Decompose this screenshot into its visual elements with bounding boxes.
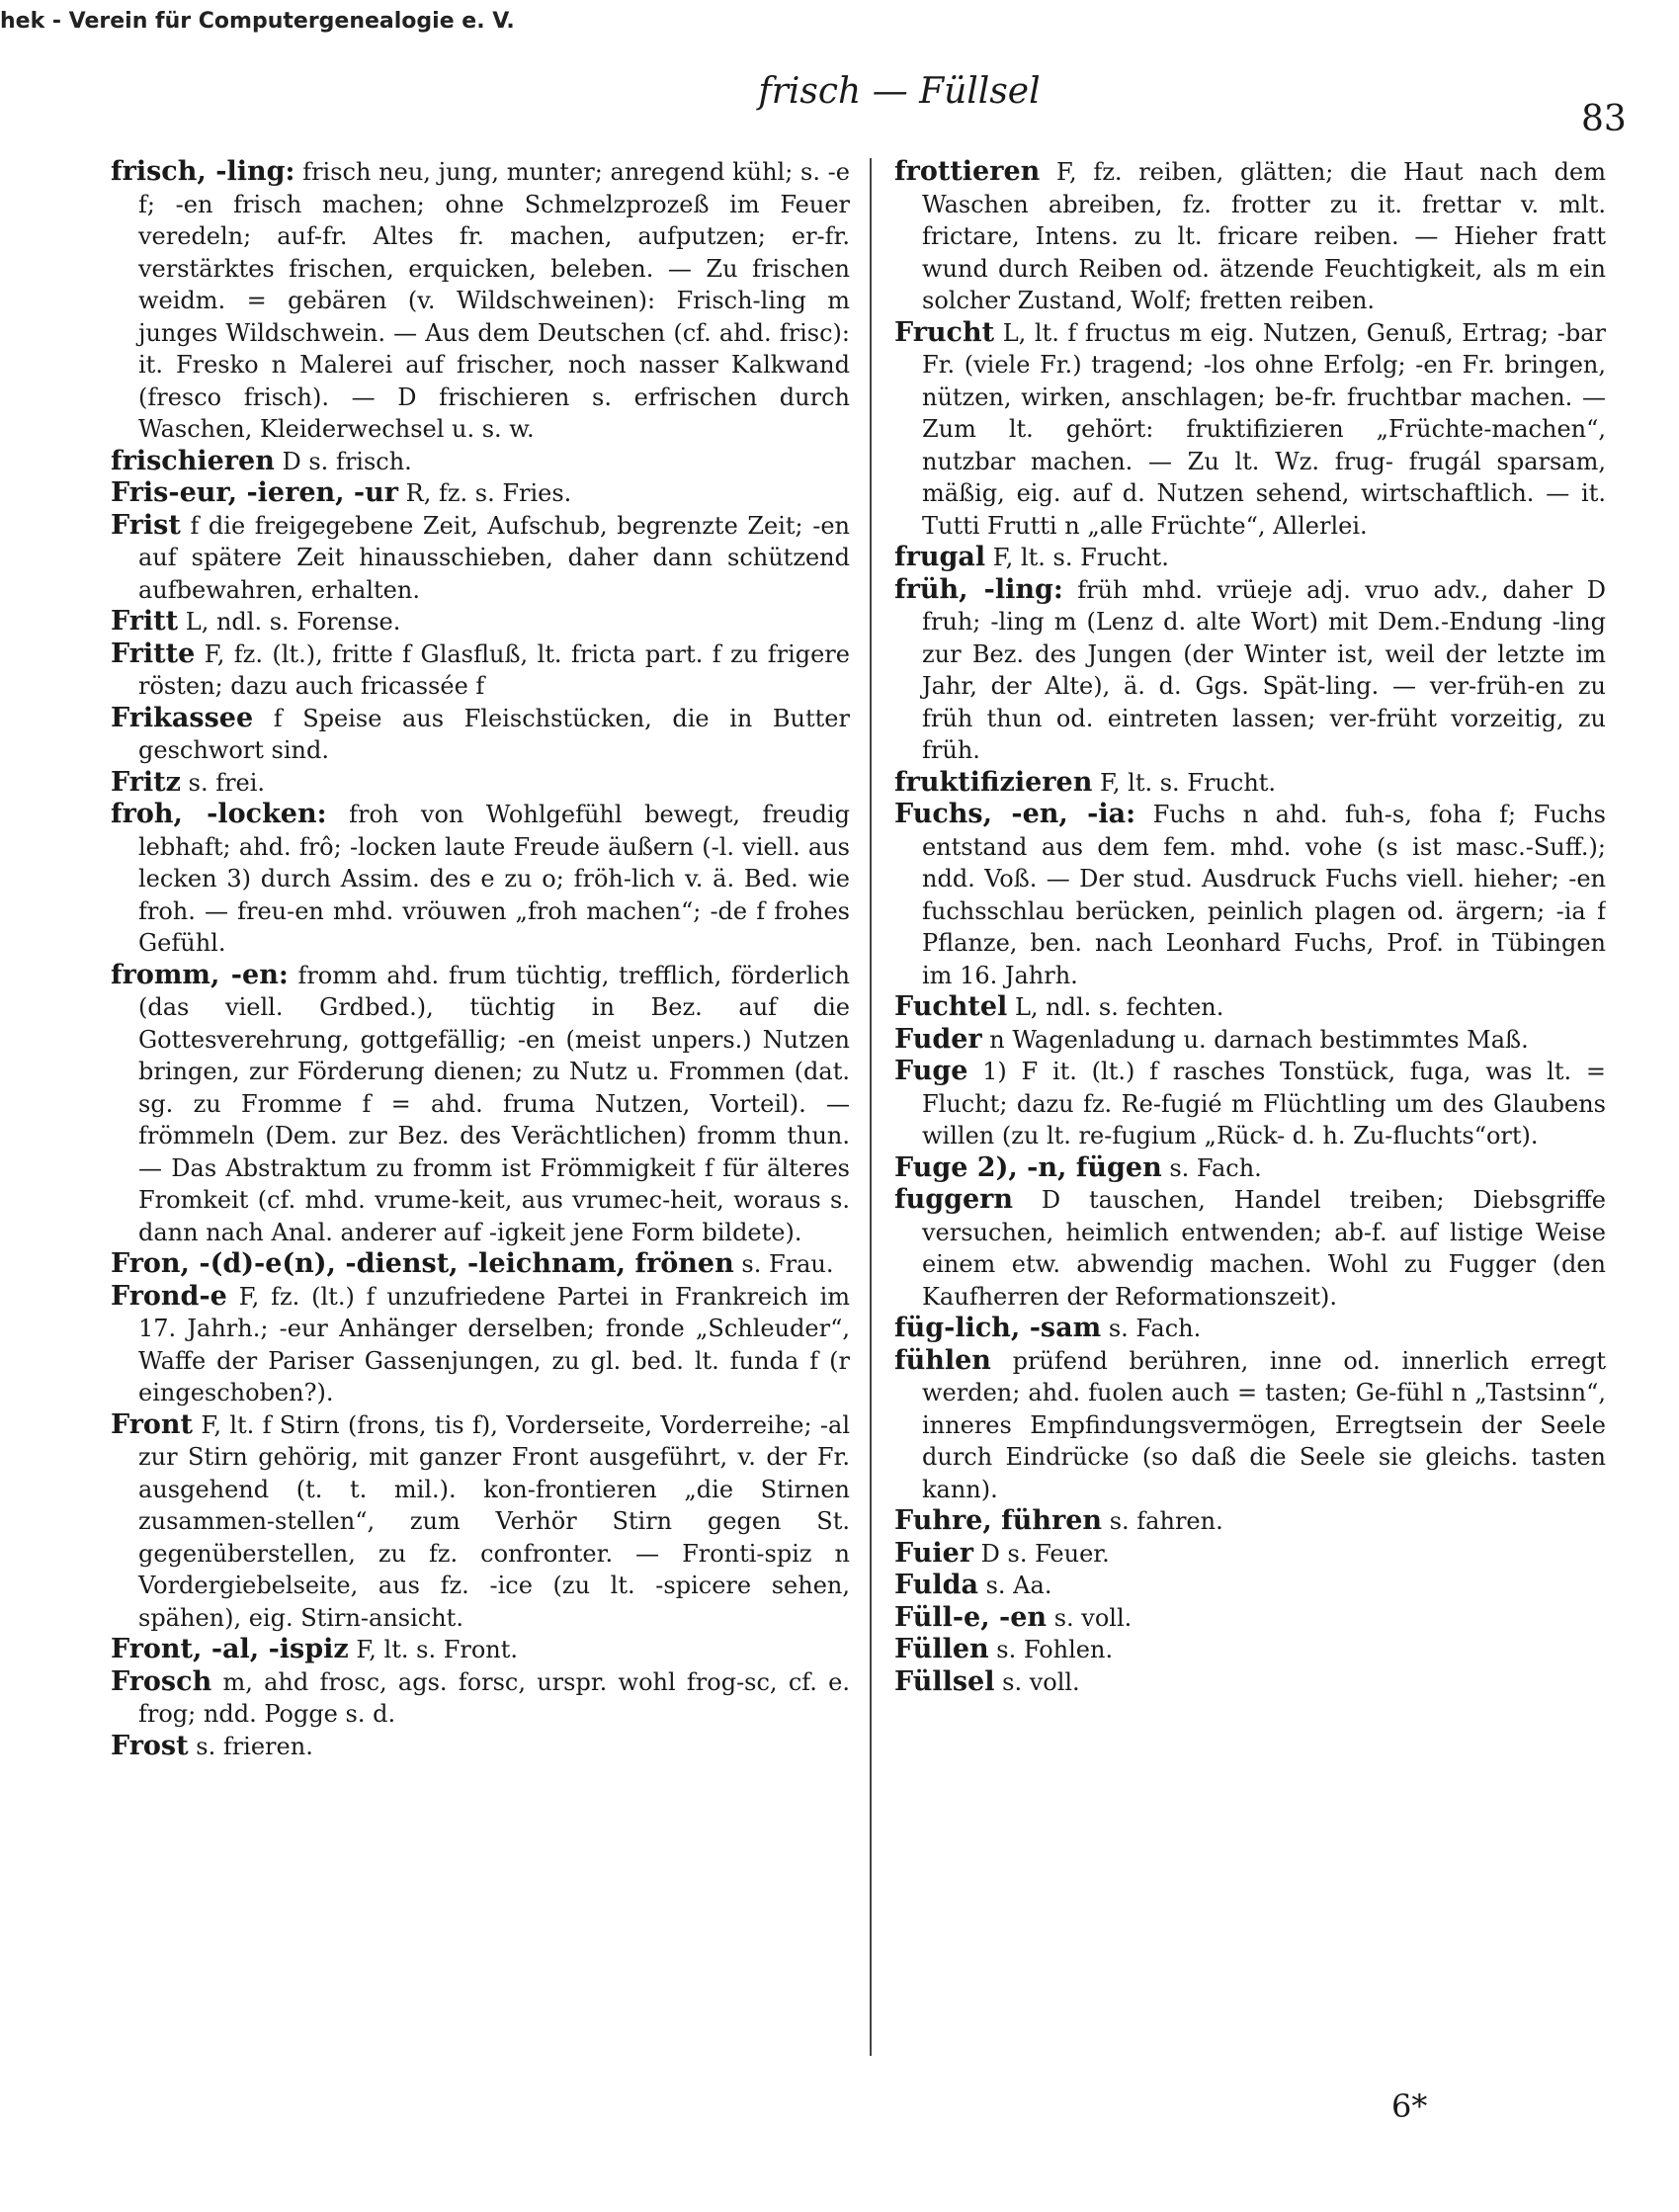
entry-text: Fuchs n ahd. fuh-s, foha f; Fuchs entstand aus dem fem. mhd. vohe (s ist masc.-Suff.); ndd. Voß. — Der stud. Ausdruck Fuchs viell. hieher; -en fuchsschlau berücken, peinlich plagen od. ärgern; -ia f Pflanze, ben. nach Leonhard Fuchs, Prof. in Tübingen im 16. Jahrh. [922, 801, 1606, 989]
page-title: frisch — Füllsel [758, 71, 1041, 112]
entry-text: L, ndl. s. fechten. [1014, 993, 1224, 1021]
headword: Fulda [894, 1570, 978, 1600]
entry-text: s. Frau. [741, 1250, 834, 1278]
headword: Front, -al, -ispiz [111, 1634, 349, 1664]
dictionary-entry [111, 638, 850, 703]
right-column [894, 156, 1606, 2064]
dictionary-entry [894, 767, 1606, 800]
headword: Frost [111, 1730, 189, 1761]
entry-text: s. fahren. [1109, 1507, 1223, 1535]
dictionary-entry [894, 1056, 1606, 1152]
entry-text: froh von Wohlgefühl bewegt, freudig lebhaft; ahd. frô; -locken laute Freude äußern (-l. viell. aus lecken 3) durch Assim. des e zu o; fröh-lich v. ä. Bed. wie froh. — freu-en mhd. vröuwen „froh machen“; -de f frohes Gefühl. [138, 801, 850, 957]
headword: Füllen [894, 1634, 989, 1664]
entry-text: s. Fach. [1108, 1315, 1202, 1342]
dictionary-entry [111, 1731, 850, 1763]
headword: Frond-e [111, 1280, 227, 1312]
headword: Fritte [111, 638, 196, 669]
headword: Fuge 2), -n, fügen [894, 1151, 1162, 1183]
entry-text: F, lt. f Stirn (frons, tis f), Vorderseite, Vorderreihe; -al zur Stirn gehörig, mit ganzer Front ausgeführt, v. der Fr. ausgehend (t. t. mil.). kon-frontieren „die Stirnen zusammen-stellen“, zum Verhör Stirn gegen St. gegenüberstellen, zu fz. confronter. — Fronti-spiz n Vordergiebelseite, aus fz. -ice (zu lt. -spicere sehen, spähen), eig. Stirn-ansicht. [138, 1410, 850, 1632]
headword: Fritt [111, 606, 179, 637]
entry-text: s. Aa. [985, 1572, 1052, 1599]
headword: Fuhre, führen [894, 1505, 1103, 1536]
headword: Fritz [111, 766, 181, 798]
headword: fuggern [894, 1184, 1014, 1215]
headword: fruktifizieren [894, 766, 1093, 798]
dictionary-entry [111, 446, 850, 478]
entry-text: 1) F it. (lt.) f rasches Tonstück, fuga, was lt. = Flucht; dazu fz. Re-fugié m Flüchtling um des Glaubens willen (zu lt. re-fugium „Rück- d. h. Zu-fluchts“ort). [922, 1058, 1606, 1149]
entry-text: F, fz. (lt.) f unzufriedene Partei in Frankreich im 17. Jahrh.; -eur Anhänger derselben; fronde „Schleuder“, Waffe der Pariser Gassenjungen, zu gl. bed. lt. funda f (r eingeschoben?). [138, 1282, 850, 1406]
headword: Frosch [111, 1665, 212, 1697]
dictionary-entry [894, 1313, 1606, 1345]
dictionary-entry [111, 960, 850, 1249]
signature-mark: 6* [1391, 2087, 1428, 2125]
entry-text: s. voll. [1053, 1603, 1133, 1632]
headword: Fuge [894, 1056, 968, 1086]
dictionary-entry [111, 767, 850, 800]
headword: Frikassee [111, 702, 254, 733]
dictionary-entry [894, 1184, 1606, 1313]
entry-text: s. frei. [188, 768, 266, 797]
entry-text: s. frieren. [196, 1732, 313, 1760]
headword: fühlen [894, 1344, 991, 1376]
headword: frugal [894, 542, 986, 572]
entry-text: frisch neu, jung, munter; anregend kühl; s. -e f; -en frisch machen; ohne Schmelzprozeß im Feuer veredeln; auf-fr. Altes fr. machen, aufputzen; er-fr. verstärktes frischen, erquicken, beleben. — Zu frischen weidm. = gebären (v. Wildschweinen): Frisch-ling m junges Wildschwein. — Aus dem Deutschen (cf. ahd. frisc): it. Fresko n Malerei auf frischer, noch nasser Kalkwand (fresco frisch). — D frischieren s. erfrischen durch Waschen, Kleiderwechsel u. s. w. [138, 158, 850, 443]
dictionary-entry [111, 799, 850, 960]
dictionary-entry [111, 703, 850, 767]
entry-text: D tauschen, Handel treiben; Diebsgriffe versuchen, heimlich entwenden; ab-f. auf listige Weise einem etw. abwendig machen. Wohl zu Fugger (den Kaufherren der Reformationszeit). [922, 1186, 1606, 1311]
entry-text: n Wagenladung u. darnach bestimmtes Maß. [989, 1025, 1529, 1054]
entry-text: s. Fohlen. [996, 1636, 1114, 1663]
entry-text: D s. frisch. [282, 447, 412, 475]
dictionary-entry [894, 1538, 1606, 1571]
headword: Front [111, 1408, 194, 1440]
dictionary-entry [111, 1281, 850, 1409]
headword: füg-lich, -sam [894, 1313, 1102, 1343]
dictionary-entry [894, 1505, 1606, 1538]
entry-text: s. voll. [1002, 1667, 1080, 1696]
entry-text: fromm ahd. frum tüchtig, trefflich, förderlich (das viell. Grdbed.), tüchtig in Bez. auf die Gottesverehrung, gottgefällig; -en (meist unpers.) Nutzen bringen, zur Förderung dienen; zu Nutz u. Frommen (dat. sg. zu Fromme f = ahd. fruma Nutzen, Vorteil). — frömmeln (Dem. zur Bez. des Verächtlichen) fromm thun. — Das Abstraktum zu fromm ist Frömmigkeit f für älteres Fromkeit (cf. mhd. vrume-keit, aus vrumec-heit, woraus s. dann nach Anal. anderer auf -igkeit jene Form bildete). [138, 961, 850, 1246]
headword: frottieren [894, 156, 1041, 187]
entry-text: m, ahd frosc, ags. forsc, urspr. wohl frog-sc, cf. e. frog; ndd. Pogge s. d. [138, 1667, 850, 1728]
dictionary-entry [894, 799, 1606, 991]
entry-text: L, ndl. s. Forense. [185, 608, 401, 636]
dictionary-entry [894, 1152, 1606, 1185]
entry-text: L, lt. f fructus m eig. Nutzen, Genuß, Ertrag; -bar Fr. (viele Fr.) tragend; -los ohne Erfolg; -en Fr. bringen, nützen, wirken, anschlagen; be-fr. fruchtbar machen. — Zum lt. gehört: fruktifizieren „Früchte-machen“, nutzbar machen. — Zu lt. Wz. frug- frugál sparsam, mäßig, eig. auf d. Nutzen sehend, wirtschaftlich. — it. Tutti Frutti n „alle Früchte“, Allerlei. [922, 318, 1606, 540]
dictionary-entry [894, 1602, 1606, 1635]
entry-text: f die freigegebene Zeit, Aufschub, begrenzte Zeit; -en auf spätere Zeit hinausschieben, daher dann schützend aufbewahren, erhalten. [138, 511, 850, 604]
headword: früh, -ling: [894, 573, 1063, 605]
column-divider [870, 158, 872, 2056]
entry-text: F, fz. (lt.), fritte f Glasfluß, lt. fricta part. f zu frigere rösten; dazu auch fricassée f [138, 639, 850, 700]
dictionary-entry [111, 1409, 850, 1635]
headword: Füllsel [894, 1665, 995, 1697]
entry-text: s. Fach. [1169, 1153, 1262, 1182]
headword: frisch, -ling: [111, 156, 295, 187]
dictionary-entry [894, 1666, 1606, 1699]
dictionary-entry [111, 156, 850, 446]
headword: Fuchtel [894, 991, 1008, 1022]
headword: Fuier [894, 1537, 973, 1569]
dictionary-entry [894, 317, 1606, 543]
headword: frischieren [111, 445, 275, 476]
dictionary-entry [111, 1634, 850, 1666]
dictionary-entry [894, 542, 1606, 574]
dictionary-entry [894, 1345, 1606, 1506]
dictionary-entry [111, 1248, 850, 1281]
dictionary-entry [111, 606, 850, 638]
dictionary-entry [894, 1570, 1606, 1602]
site-banner: hek - Verein für Computergenealogie e. V. [0, 9, 515, 34]
entry-text: f Speise aus Fleischstücken, die in Butter geschwort sind. [138, 704, 850, 764]
dictionary-entry [894, 574, 1606, 767]
headword: Fron, -(d)-e(n), -dienst, -leichnam, frönen [111, 1248, 734, 1279]
dictionary-entry [111, 477, 850, 510]
dictionary-entry [894, 991, 1606, 1024]
entry-text: F, lt. s. Frucht. [992, 544, 1169, 571]
dictionary-entry [111, 510, 850, 607]
dictionary-entry [894, 1634, 1606, 1666]
left-column [111, 156, 850, 2064]
headword: Frist [111, 509, 181, 541]
entry-text: D s. Feuer. [980, 1539, 1110, 1568]
headword: Fris-eur, -ieren, -ur [111, 477, 398, 508]
dictionary-entry [894, 1024, 1606, 1057]
headword: froh, -locken: [111, 799, 327, 829]
page-number: 83 [1581, 99, 1627, 139]
entry-text: F, fz. reiben, glätten; die Haut nach dem Waschen abreiben, fz. frotter zu it. frettar v. mlt. frictare, Intens. zu lt. fricare reiben. — Hieher fratt wund durch Reiben od. ätzende Feuchtigkeit, als m ein solcher Zustand, Wolf; fretten reiben. [922, 158, 1606, 314]
headword: fromm, -en: [111, 959, 289, 990]
dictionary-entry [894, 156, 1606, 317]
headword: Fuchs, -en, -ia: [894, 799, 1136, 829]
dictionary-entry [111, 1666, 850, 1731]
entry-text: F, lt. s. Front. [356, 1636, 519, 1663]
headword: Frucht [894, 316, 995, 348]
entry-text: prüfend berühren, inne od. innerlich erregt werden; ahd. fuolen auch = tasten; Ge-fühl n „Tastsinn“, inneres Empfindungsvermögen, Erregtsein der Seele durch Eindrücke (so daß die Seele sie gleichs. tasten kann). [922, 1346, 1606, 1503]
headword: Füll-e, -en [894, 1601, 1048, 1633]
entry-text: früh mhd. vrüeje adj. vruo adv., daher D fruh; -ling m (Lenz d. alte Wort) mit Dem.-Endung -ling zur Bez. des Jungen (der Winter ist, weil der letzte im Jahr, der Alte), ä. d. Ggs. Spät-ling. — ver-früh-en zu früh thun od. eintreten lassen; ver-früht vorzeitig, zu früh. [922, 575, 1606, 764]
entry-text: F, lt. s. Frucht. [1099, 768, 1277, 797]
entry-text: R, fz. s. Fries. [405, 479, 572, 507]
headword: Fuder [894, 1023, 982, 1055]
